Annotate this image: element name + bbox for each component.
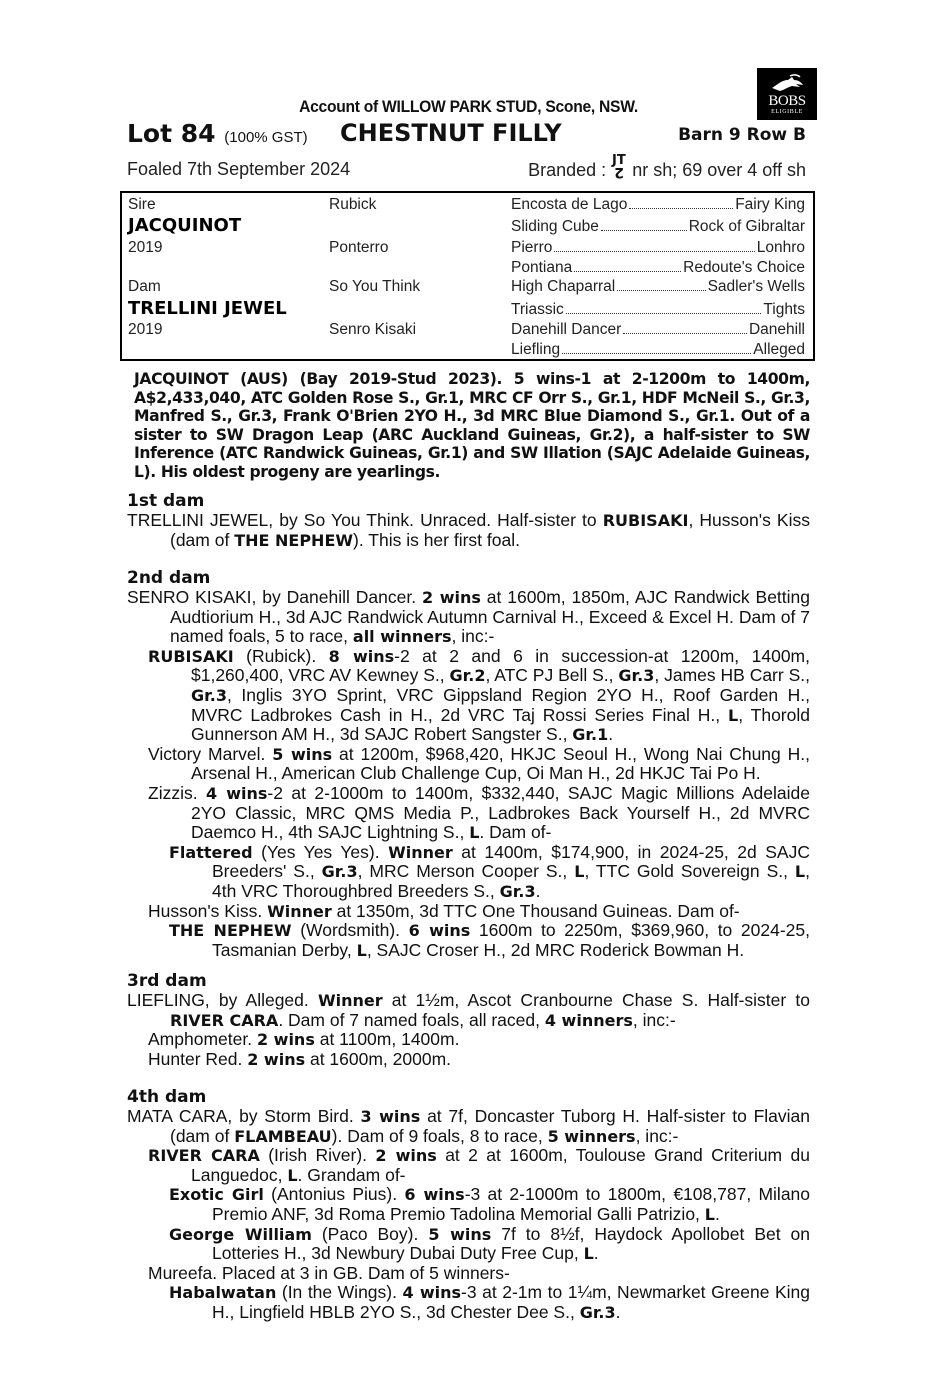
- dam-paragraph: [127, 511, 810, 550]
- grandparent-left: Encosta de Lago: [511, 196, 628, 213]
- text-run: (Antonius Pius).: [263, 1184, 405, 1205]
- bold-text: Winner: [317, 991, 383, 1010]
- sire-name: JACQUINOT: [128, 215, 242, 236]
- text-run: at 1600m, 2000m.: [305, 1048, 452, 1069]
- sire-label: Sire: [128, 196, 156, 213]
- bold-text: L: [356, 940, 367, 960]
- brand-mark-icon: [611, 152, 627, 180]
- text-run: , Thorold Gunnerson AM H., 3d SAJC Robert Sangster S.,: [191, 704, 810, 745]
- bold-text: L: [287, 1165, 298, 1185]
- bold-text: RUBISAKI: [148, 646, 234, 666]
- text-run: (In the Wings).: [276, 1282, 403, 1303]
- text-run: Victory Marvel.: [148, 743, 273, 764]
- sire-summary: JACQUINOT (AUS) (Bay 2019-Stud 2023). 5 wins-1 at 2-1200m to 1400m, A$2,433,040, ATC Golden Rose S., Gr.1, MRC CF Orr S., Gr.1, HDF McNeil S., Gr.3, Manfred S., Gr.3, Frank O'Brien 2YO H., 3d MRC Blue Diamond S., Gr.1. Out of a sister to SW Dragon Leap (ARC Auckland Guineas, Gr.2), a half-sister to SW Inference (ATC Randwick Guineas, Gr.1) and SW Illation (SAJC Adelaide Guineas, L). His oldest progeny are yearlings.: [134, 370, 810, 481]
- dam-dam: Senro Kisaki: [329, 321, 417, 338]
- section-body: [127, 1107, 810, 1323]
- text-run: 7f to 8½f, Haydock Apollobet Bet on Lotteries H., 3d Newbury Dubai Duty Free Cup,: [212, 1223, 811, 1264]
- dam-sire: So You Think: [329, 278, 421, 295]
- dam-paragraph: [127, 991, 810, 1030]
- grandparent-row: [511, 278, 805, 296]
- grandparent-left: Sliding Cube: [511, 218, 599, 235]
- bold-text: RUBISAKI: [602, 511, 689, 530]
- text-run: (Paco Boy).: [311, 1223, 429, 1244]
- section-heading: 4th dam: [127, 1087, 207, 1107]
- progeny-entry: [127, 784, 810, 843]
- text-run: .: [714, 1203, 720, 1224]
- leader-dots: [617, 278, 705, 291]
- grandparent-row: [511, 239, 805, 257]
- bold-text: 2 wins: [375, 1146, 437, 1166]
- second-dam-section: [127, 568, 810, 960]
- grandparent-right: Rock of Gibraltar: [688, 218, 805, 235]
- bold-text: 3 wins: [360, 1107, 421, 1126]
- bold-text: 6 wins: [408, 921, 471, 941]
- bold-text: Exotic Girl: [169, 1185, 264, 1205]
- bold-text: Winner: [267, 901, 332, 921]
- section-body: [127, 511, 810, 550]
- bold-text: Gr.3: [579, 1302, 616, 1322]
- logo-subtext: ELIGIBLE: [771, 109, 803, 115]
- text-run: .: [608, 724, 614, 745]
- dam-label: Dam: [128, 278, 161, 295]
- leader-dots: [562, 341, 751, 354]
- text-run: , inc:-: [451, 626, 495, 647]
- text-run: (Irish River).: [259, 1145, 376, 1166]
- bold-text: L: [583, 1244, 594, 1264]
- leader-dots: [623, 321, 747, 334]
- text-run: . Dam of-: [479, 822, 552, 843]
- bold-text: L: [704, 1204, 715, 1224]
- grandparent-right: Alleged: [753, 341, 805, 358]
- text-run: Husson's Kiss.: [148, 900, 268, 921]
- first-dam-section: [127, 491, 810, 550]
- text-run: (Rubick).: [233, 645, 329, 666]
- progeny-entry: [127, 1225, 810, 1264]
- grandparent-right: Fairy King: [735, 196, 805, 213]
- bold-text: L: [728, 705, 739, 725]
- bold-text: THE NEPHEW: [234, 530, 354, 550]
- bold-text: 5 winners: [547, 1126, 636, 1146]
- text-run: , SAJC Croser H., 2d MRC Roderick Bowman H.: [366, 939, 745, 960]
- leader-dots: [629, 196, 733, 209]
- brand-details: nr sh; 69 over 4 off sh: [632, 160, 806, 180]
- text-run: , 4th VRC Thoroughbred Breeders S.,: [212, 861, 810, 901]
- bold-text: Winner: [388, 842, 453, 862]
- grandparent-right: Danehill: [748, 321, 805, 338]
- text-run: , Husson's Kiss (dam of: [170, 510, 810, 550]
- horse-head-icon: [770, 74, 804, 94]
- progeny-entry: [127, 843, 810, 902]
- grandparent-left: Danehill Dancer: [511, 321, 622, 338]
- bold-text: 4 wins: [205, 783, 268, 803]
- progeny-entry: [127, 902, 810, 922]
- dam-year: 2019: [128, 321, 163, 338]
- progeny-entry: [127, 745, 810, 784]
- text-run: ). Dam of 9 foals, 8 to race,: [331, 1125, 548, 1146]
- text-run: , MRC Merson Cooper S.,: [357, 861, 575, 882]
- text-run: -3 at 2-1m to 1¼m, Newmarket Greene King H., Lingfield HBLB 2YO S., 3d Chester Dee S.,: [212, 1282, 810, 1322]
- text-run: MATA CARA, by Storm Bird.: [127, 1106, 361, 1126]
- grandparent-left: Liefling: [511, 341, 561, 358]
- foaled-date: Foaled 7th September 2024: [127, 159, 351, 179]
- text-run: at 1350m, 3d TTC One Thousand Guineas. Dam of-: [331, 900, 740, 921]
- bold-text: 8 wins: [328, 646, 395, 666]
- text-run: TRELLINI JEWEL, by So You Think. Unraced. Half-sister to: [127, 510, 603, 530]
- fourth-dam-section: [127, 1087, 810, 1323]
- text-run: , James HB Carr S.,: [654, 665, 810, 686]
- progeny-entry: [127, 921, 810, 960]
- bold-text: George William: [169, 1224, 312, 1244]
- leader-dots: [566, 301, 762, 314]
- bold-text: 4 winners: [544, 1010, 633, 1030]
- lot-label: Lot 84: [127, 119, 216, 148]
- text-run: (Yes Yes Yes).: [252, 841, 389, 862]
- text-run: at 2 at 1600m, Toulouse Grand Criterium du Languedoc,: [191, 1145, 810, 1185]
- text-run: SENRO KISAKI, by Danehill Dancer.: [127, 587, 422, 607]
- progeny-entry: [127, 1185, 810, 1224]
- text-run: .: [615, 1301, 621, 1322]
- grandparent-left: Triassic: [511, 301, 564, 318]
- progeny-entry: [127, 1030, 810, 1050]
- grandparent-left: Pontiana: [511, 259, 573, 276]
- text-run: , inc:-: [635, 1125, 679, 1146]
- bold-text: L: [574, 862, 585, 882]
- grandparent-row: [511, 218, 805, 236]
- bold-text: 6 wins: [404, 1185, 465, 1205]
- barn-location: Barn 9 Row B: [678, 125, 806, 145]
- svg-text:JT: JT: [612, 153, 626, 168]
- pedigree-table: [120, 191, 815, 361]
- text-run: at 1½m, Ascot Cranbourne Chase S. Half-sister to: [382, 990, 810, 1010]
- bold-text: Gr.2: [449, 666, 486, 686]
- bold-text: 5 wins: [272, 744, 333, 764]
- leader-dots: [601, 218, 687, 231]
- text-run: -2 at 2 and 6 in succession-at 1200m, 1400m, $1,260,400, VRC AV Kewney S.,: [191, 645, 810, 686]
- bold-text: Habalwatan: [169, 1283, 277, 1303]
- dam-paragraph: [127, 1107, 810, 1146]
- section-heading: 2nd dam: [127, 568, 211, 588]
- grandparent-left: Pierro: [511, 239, 553, 256]
- logo-text: BOBS: [768, 93, 806, 109]
- section-heading: 3rd dam: [127, 971, 207, 991]
- bold-text: L: [794, 862, 806, 882]
- text-run: .: [593, 1243, 599, 1264]
- grandparent-right: Lonhro: [756, 239, 805, 256]
- leader-dots: [574, 259, 681, 272]
- text-run: at 1400m, $174,900, in 2024-25, 2d SAJC Breeders' S.,: [212, 841, 810, 882]
- text-run: at 1200m, $968,420, HKJC Seoul H., Wong Nai Chung H., Arsenal H., American Club Challenge Cup, Oi Man H., 2d HKJC Tai Po H.: [191, 743, 810, 784]
- progeny-entry: [127, 1050, 810, 1070]
- text-run: .: [535, 880, 541, 901]
- text-run: 1600m to 2250m, $369,960, to 2024-25, Tasmanian Derby,: [212, 920, 810, 960]
- section-heading: 1st dam: [127, 491, 205, 511]
- text-run: ). This is her first foal.: [353, 529, 520, 550]
- text-run: -3 at 2-1000m to 1800m, €108,787, Milano Premio ANF, 3d Roma Premio Tadolina Memorial Galli Patrizio,: [212, 1184, 811, 1224]
- progeny-entry: [127, 1283, 810, 1322]
- bold-text: Gr.3: [191, 685, 227, 705]
- grandparent-right: Tights: [763, 301, 805, 318]
- section-body: [127, 588, 810, 960]
- text-run: at 1100m, 1400m.: [314, 1029, 460, 1050]
- bold-text: 2 wins: [421, 588, 481, 607]
- gst-note: (100% GST): [224, 129, 308, 146]
- text-run: Amphometer.: [148, 1029, 257, 1050]
- lot-number: [127, 119, 308, 148]
- text-run: , ATC PJ Bell S.,: [485, 665, 619, 686]
- bold-text: Gr.3: [321, 862, 358, 882]
- sire-year: 2019: [128, 239, 163, 256]
- bold-text: RIVER CARA: [148, 1146, 260, 1166]
- text-run: Mureefa. Placed at 3 in GB. Dam of 5 winners-: [148, 1262, 510, 1283]
- text-run: LIEFLING, by Alleged.: [127, 990, 318, 1010]
- section-body: [127, 991, 810, 1069]
- branded-label: Branded :: [528, 160, 607, 180]
- bold-text: 2 wins: [247, 1049, 306, 1069]
- sire-sire: Rubick: [329, 196, 377, 213]
- bold-text: THE NEPHEW: [169, 921, 292, 941]
- leader-dots: [554, 239, 754, 252]
- text-run: . Grandam of-: [297, 1164, 406, 1185]
- grandparent-row: [511, 301, 805, 319]
- text-run: Hunter Red.: [148, 1048, 248, 1069]
- dam-name: TRELLINI JEWEL: [128, 298, 287, 319]
- lot-title: CHESTNUT FILLY: [340, 119, 562, 147]
- grandparent-row: [511, 341, 805, 359]
- grandparent-right: Sadler's Wells: [707, 278, 805, 295]
- bold-text: Gr.1: [572, 725, 609, 745]
- svg-text:2: 2: [614, 164, 625, 180]
- text-run: Zizzis.: [148, 782, 206, 803]
- bold-text: Gr.3: [499, 881, 536, 901]
- grandparent-left: High Chaparral: [511, 278, 616, 295]
- text-run: (Wordsmith).: [291, 920, 409, 941]
- sire-dam: Ponterro: [329, 239, 389, 256]
- grandparent-right: Redoute's Choice: [683, 259, 805, 276]
- dam-paragraph: [127, 588, 810, 647]
- bold-text: 4 wins: [402, 1283, 462, 1303]
- progeny-entry: [127, 647, 810, 745]
- text-run: , Inglis 3YO Sprint, VRC Gippsland Region 2YO H., Roof Garden H., MVRC Ladbrokes Cash in H., 2d VRC Taj Rossi Series Final H.,: [191, 684, 810, 725]
- bold-text: 2 wins: [256, 1030, 315, 1050]
- text-run: at 1600m, 1850m, AJC Randwick Betting Audtiorium H., 3d AJC Randwick Autumn Carnival H., Exceed & Excel H. Dam of 7 named foals, 5 to race,: [170, 587, 811, 647]
- text-run: . Dam of 7 named foals, all raced,: [278, 1009, 545, 1030]
- bold-text: all winners: [352, 627, 452, 647]
- grandparent-row: [511, 321, 805, 339]
- bold-text: 5 wins: [428, 1224, 492, 1244]
- bold-text: FLAMBEAU: [234, 1126, 332, 1146]
- progeny-entry: [127, 1146, 810, 1185]
- third-dam-section: [127, 971, 810, 1069]
- brand-description: [528, 152, 806, 181]
- bold-text: Gr.3: [618, 666, 655, 686]
- grandparent-row: [511, 259, 805, 277]
- text-run: at 7f, Doncaster Tuborg H. Half-sister to Flavian (dam of: [170, 1106, 810, 1146]
- lot-header: [127, 119, 810, 151]
- text-run: -2 at 2-1000m to 1400m, $332,440, SAJC Magic Millions Adelaide 2YO Classic, MRC QMS Media P., Ladbrokes Back Yourself H., 2d MVRC Daemco H., 4th SAJC Lightning S.,: [191, 782, 810, 843]
- text-run: , TTC Gold Sovereign S.,: [584, 861, 795, 882]
- bold-text: RIVER CARA: [170, 1010, 279, 1030]
- bold-text: Flattered: [169, 842, 253, 862]
- vendor-account: Account of WILLOW PARK STUD, Scone, NSW.: [299, 97, 638, 116]
- bold-text: L: [469, 823, 480, 843]
- text-run: , inc:-: [632, 1009, 676, 1030]
- progeny-entry: [127, 1264, 810, 1284]
- grandparent-row: [511, 196, 805, 214]
